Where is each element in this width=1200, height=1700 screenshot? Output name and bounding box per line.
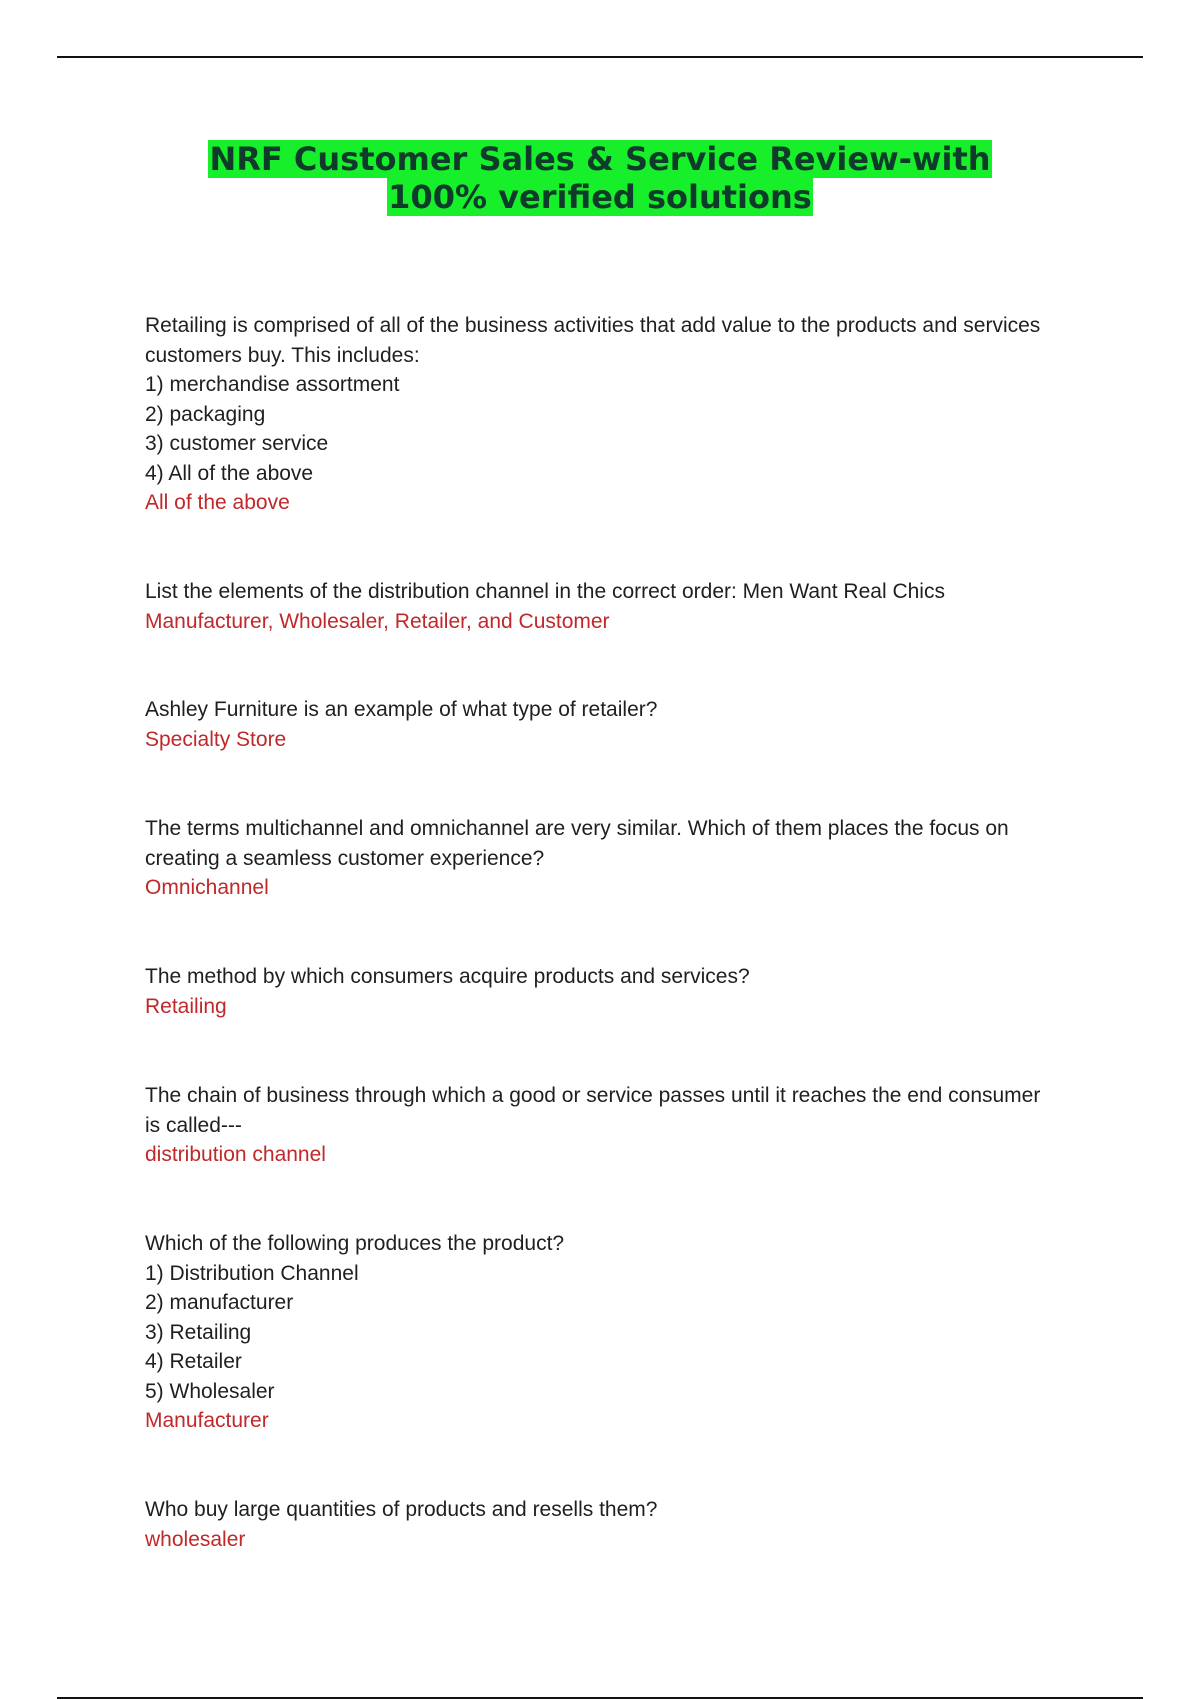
title-line-2: 100% verified solutions — [388, 178, 812, 216]
qa-block — [145, 311, 1045, 518]
qa-block — [145, 962, 1045, 1021]
option-item: 2) manufacturer — [145, 1291, 294, 1314]
qa-block — [145, 1229, 1045, 1436]
answer-text: Omnichannel — [145, 876, 269, 899]
qa-block — [145, 1495, 1045, 1554]
document-title — [0, 140, 1200, 216]
option-item: 3) customer service — [145, 432, 329, 455]
answer-text: wholesaler — [145, 1527, 246, 1551]
question-text: The chain of business through which a good or service passes until it reaches the end consumer is called--- — [145, 1084, 1041, 1137]
option-item: 3) Retailing — [145, 1320, 252, 1344]
question-text: List the elements of the distribution channel in the correct order: Men Want Real Chics — [145, 580, 945, 603]
question-text: Which of the following produces the product? — [145, 1232, 565, 1255]
option-item: 2) packaging — [145, 402, 266, 426]
answer-text: Manufacturer — [145, 1409, 269, 1432]
answer-text: Manufacturer, Wholesaler, Retailer, and Customer — [145, 609, 610, 633]
qa-block — [145, 1081, 1045, 1170]
question-text: The method by which consumers acquire products and services? — [145, 965, 750, 988]
bottom-rule — [57, 1697, 1143, 1699]
top-rule — [57, 56, 1143, 58]
option-item: 4) Retailer — [145, 1350, 242, 1373]
qa-block — [145, 577, 1045, 636]
answer-text: distribution channel — [145, 1143, 326, 1166]
question-text: Retailing is comprised of all of the business activities that add value to the products and services customers buy. This includes: — [145, 314, 1041, 367]
answer-text: All of the above — [145, 491, 290, 514]
option-item: 1) merchandise assortment — [145, 373, 400, 396]
title-line-1: NRF Customer Sales & Service Review-with — [209, 140, 991, 178]
option-item: 4) All of the above — [145, 461, 314, 485]
option-item: 1) Distribution Channel — [145, 1261, 359, 1285]
question-text: Who buy large quantities of products and resells them? — [145, 1498, 658, 1521]
qa-block — [145, 814, 1045, 903]
answer-text: Specialty Store — [145, 727, 287, 751]
answer-text: Retailing — [145, 994, 227, 1018]
qa-block — [145, 695, 1045, 754]
option-item: 5) Wholesaler — [145, 1379, 275, 1403]
question-text: The terms multichannel and omnichannel are very similar. Which of them places the focus on creating a seamless customer experience? — [145, 817, 1009, 870]
question-text: Ashley Furniture is an example of what type of retailer? — [145, 698, 658, 721]
